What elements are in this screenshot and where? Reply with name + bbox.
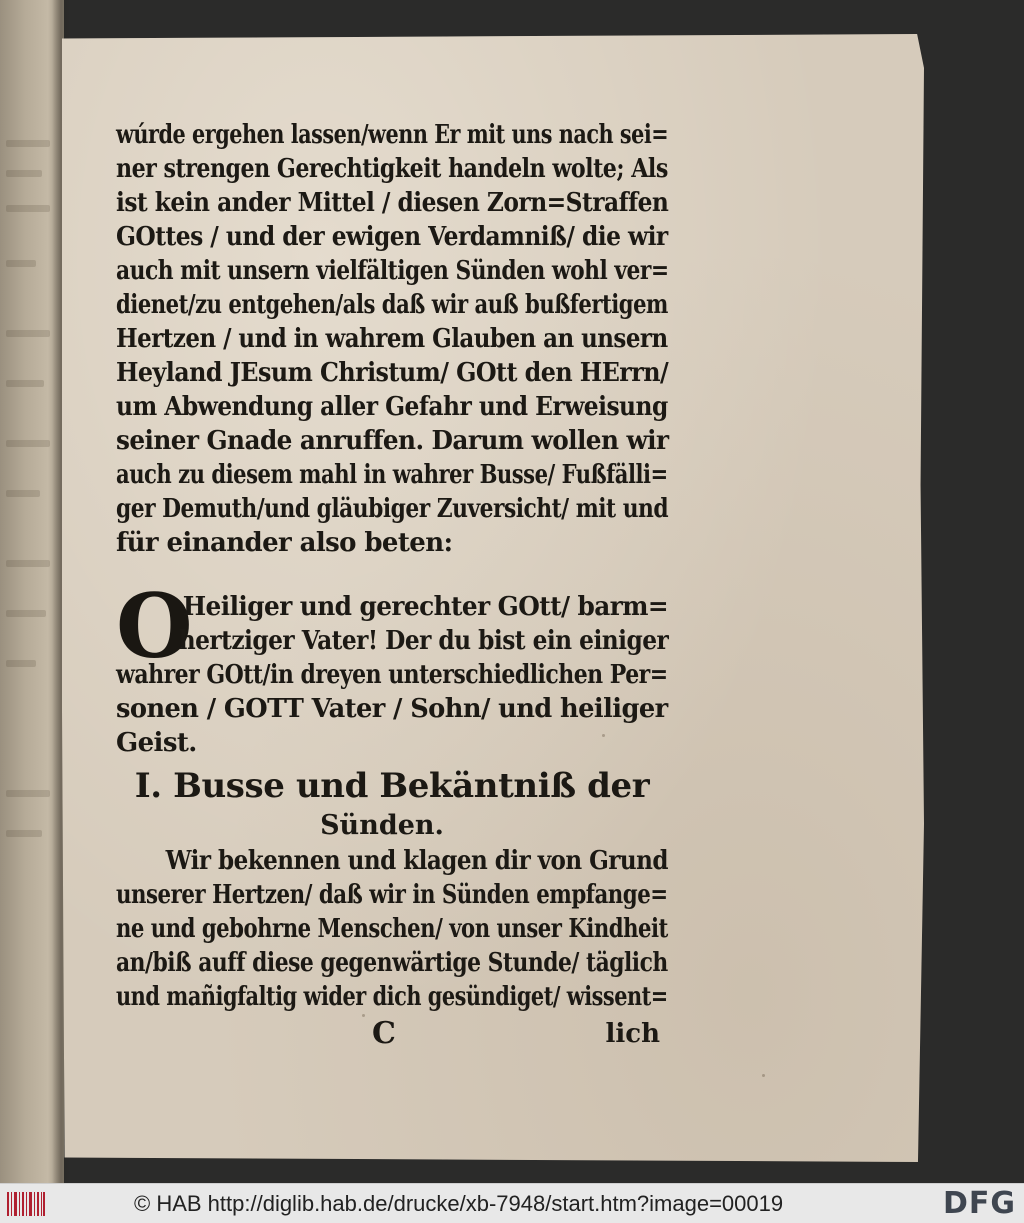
section-heading: I. Busse und Bekäntniß der [134, 766, 650, 806]
credit-bar [0, 1183, 1024, 1223]
prayer-paragraph [116, 574, 669, 760]
text-line: ne und gebohrne Menschen/ von unser Kindheit [116, 914, 668, 944]
text-line: auch zu diesem mahl in wahrer Busse/ Fußfälli= [116, 460, 668, 490]
text-line: und mañigfaltig wider dich gesündiget/ wissent= [116, 982, 668, 1012]
ghost-text-line [6, 330, 50, 337]
intro-paragraph [116, 118, 668, 560]
text-line: um Abwendung aller Gefahr und Erweisung [116, 392, 668, 422]
catchword: lich [605, 1019, 660, 1049]
text-line: Heiliger und gerechter GOtt/ barm= [182, 592, 669, 622]
ghost-text-line [6, 140, 50, 147]
text-line: GOttes / und der ewigen Verdamniß/ die wir [116, 222, 668, 252]
text-line: auch mit unsern vielfältigen Sünden wohl ver= [116, 256, 669, 286]
text-line: dienet/zu entgehen/als daß wir auß bußfertigem [116, 290, 668, 320]
text-line: Geist. [116, 728, 197, 758]
text-line: ger Demuth/und gläubiger Zuversicht/ mit und [116, 494, 669, 524]
ghost-text-line [6, 170, 42, 177]
ghost-text-line [6, 490, 40, 497]
confession-paragraph [116, 844, 668, 1014]
drop-cap-initial: O [116, 574, 193, 678]
text-line: wahrer GOtt/in dreyen unterschiedlichen Per= [116, 660, 668, 690]
text-line: Hertzen / und in wahrem Glauben an unsern [116, 324, 668, 354]
page-text [116, 118, 668, 1054]
text-line: seiner Gnade anruffen. Darum wollen wir [116, 426, 669, 456]
library-barcode-icon [6, 1190, 46, 1218]
ghost-text-line [6, 560, 50, 567]
text-line: ist kein ander Mittel / diesen Zorn=Straffen [116, 188, 669, 218]
signature-mark: C [372, 1016, 396, 1051]
ghost-text-line [6, 830, 42, 837]
ghost-text-line [6, 205, 50, 212]
text-line: Heyland JEsum Christum/ GOtt den HErrn/ [116, 358, 669, 388]
text-line: hertziger Vater! Der du bist ein einiger [178, 626, 669, 656]
ghost-text-line [6, 440, 50, 447]
text-line: sonen / GOTT Vater / Sohn/ und heiliger [116, 694, 668, 724]
page-foot [116, 1014, 668, 1054]
dfg-logo: DFG [942, 1186, 1016, 1221]
text-line: ner strengen Gerechtigkeit handeln wolte; Als [116, 154, 668, 184]
text-line: wúrde ergehen lassen/wenn Er mit uns nach sei= [116, 120, 669, 150]
ghost-text-line [6, 260, 36, 267]
text-line: unserer Hertzen/ daß wir in Sünden empfange= [116, 880, 668, 910]
section-subheading: Sünden. [320, 810, 444, 841]
ghost-text-line [6, 660, 36, 667]
paper-speck [762, 1074, 765, 1077]
ghost-text-line [6, 610, 46, 617]
ghost-text-line [6, 790, 50, 797]
ghost-text-line [6, 380, 44, 387]
text-line: an/biß auff diese gegenwärtige Stunde/ täglich [116, 948, 668, 978]
credit-link[interactable]: © HAB http://diglib.hab.de/drucke/xb-7948/start.htm?image=00019 [134, 1191, 784, 1216]
text-line: für einander also beten: [116, 528, 453, 558]
text-line: Wir bekennen und klagen dir von Grund [165, 846, 668, 876]
